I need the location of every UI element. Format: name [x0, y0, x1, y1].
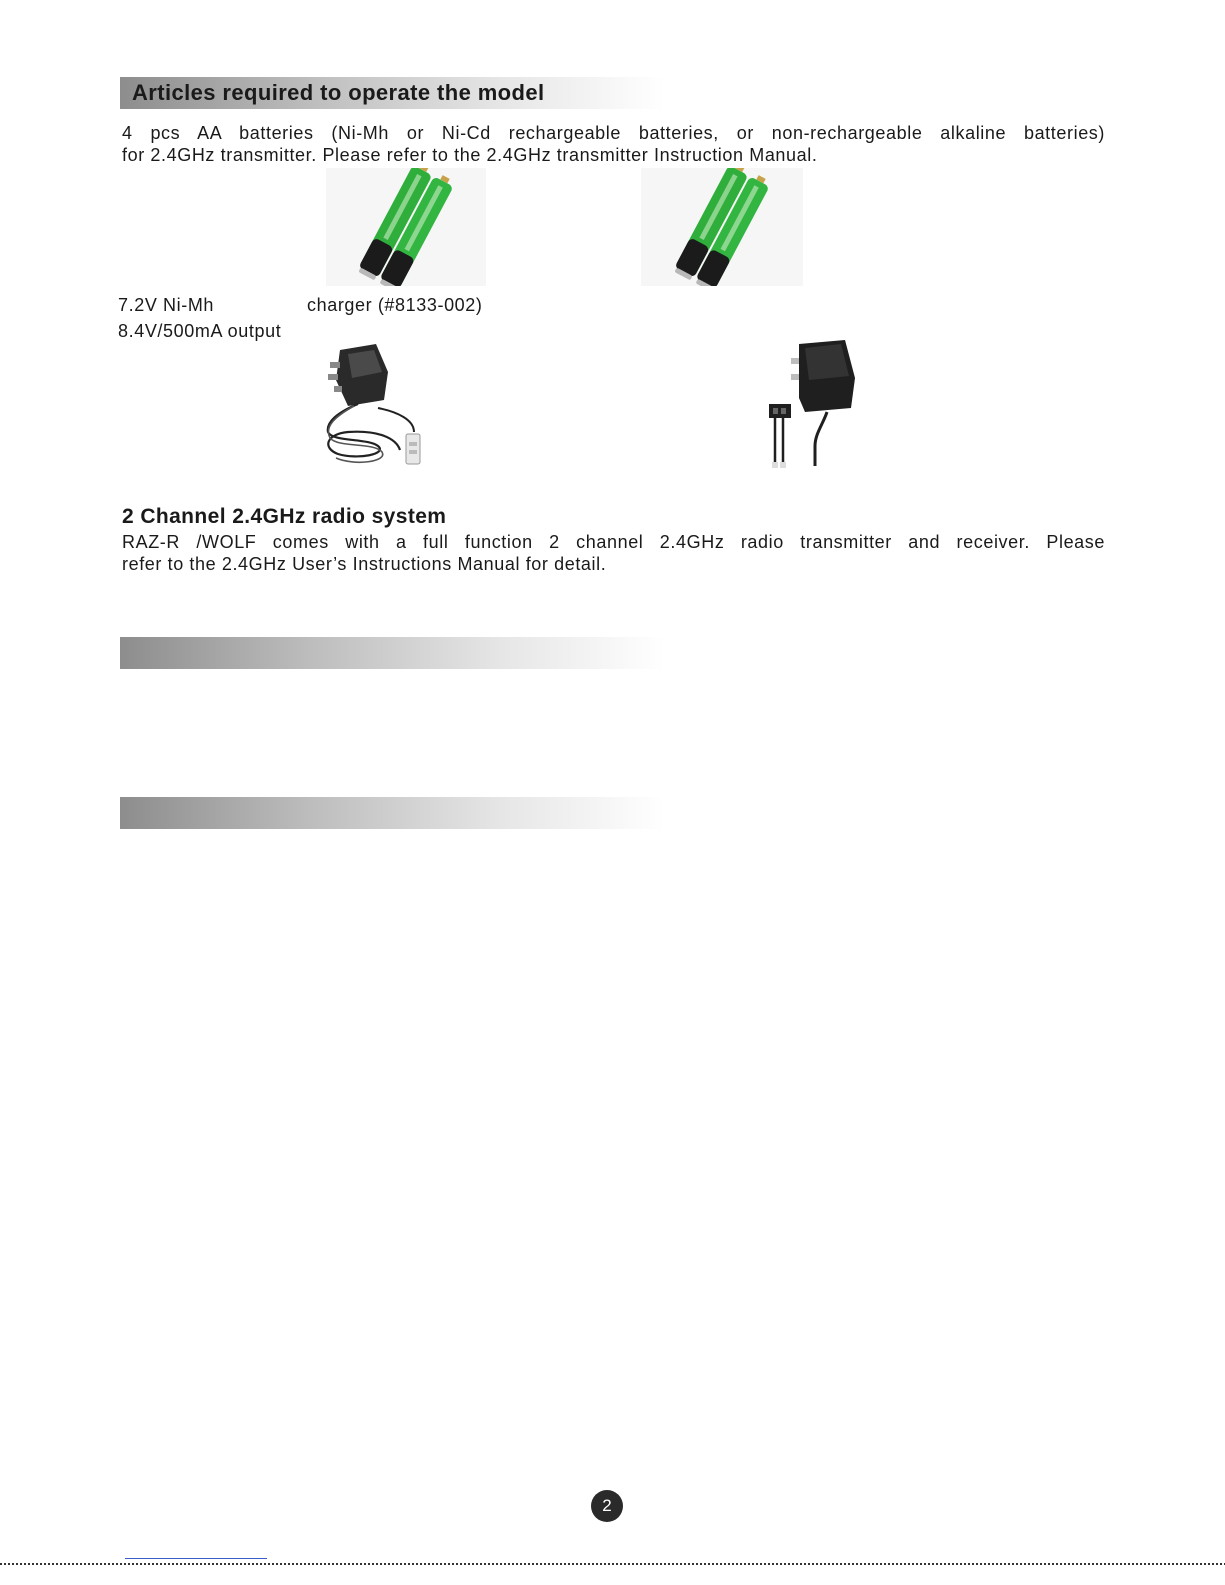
page-number-badge: 2	[591, 1490, 623, 1522]
battery-pack-label: 7.2V Ni-Mh	[118, 295, 215, 315]
section-header-empty	[120, 797, 665, 829]
section-header-articles	[120, 77, 665, 109]
charger-image	[765, 338, 860, 470]
footer-dotted-rule	[0, 1563, 1225, 1565]
section-header-empty	[120, 637, 665, 669]
section-title-articles: Articles required to operate the model	[132, 80, 545, 105]
batteries-line-1: 4 pcs AA batteries (Ni-Mh or Ni-Cd rechargeable batteries, or non-rechargeable alkaline batteries)	[122, 123, 1105, 143]
radio-line-1: RAZ-R /WOLF comes with a full function 2 channel 2.4GHz radio transmitter and receiver. Please	[122, 532, 1105, 552]
aa-batteries-image	[326, 168, 486, 286]
radio-line-2: refer to the 2.4GHz User’s Instructions Manual for detail.	[122, 554, 607, 574]
batteries-paragraph	[122, 122, 1105, 166]
batteries-line-2: for 2.4GHz transmitter. Please refer to the 2.4GHz transmitter Instruction Manual.	[122, 145, 818, 165]
footer-link-underline	[125, 1558, 267, 1559]
charger-image	[318, 342, 430, 472]
section-title-radio: 2 Channel 2.4GHz radio system	[122, 505, 447, 528]
charger-label: charger (#8133-002)	[307, 295, 483, 315]
aa-batteries-image	[641, 168, 803, 286]
charger-output-label: 8.4V/500mA output	[118, 321, 282, 341]
radio-paragraph	[122, 531, 1105, 575]
